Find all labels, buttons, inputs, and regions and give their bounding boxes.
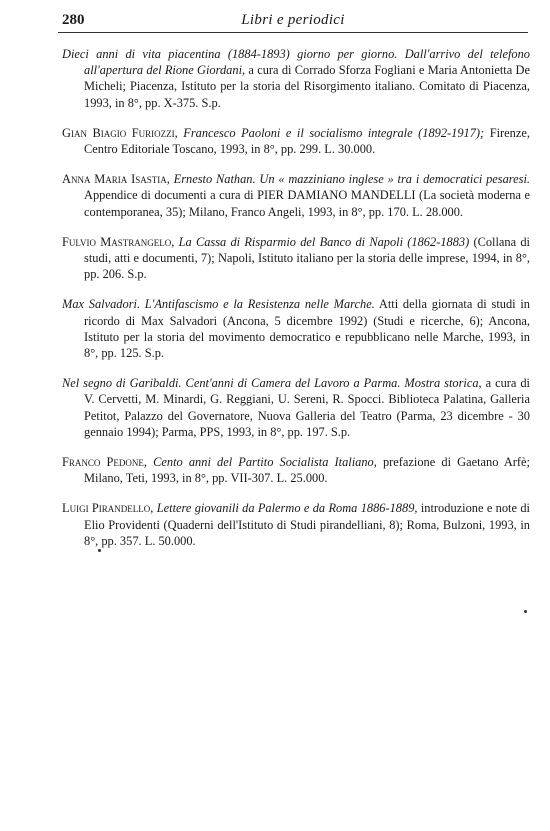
entry-title: La Cassa di Risparmio del Banco di Napoli (1862-1883): [174, 234, 470, 249]
bibliography-list: [62, 46, 530, 563]
page-number: 280: [62, 12, 85, 28]
bibliography-entry-7: [62, 454, 530, 486]
entry-title: Dieci anni di vita piacentina (1884-1893) giorno per giorno. Dall'arrivo del telefono all'apertura del Rione Giordani,: [62, 47, 530, 78]
entry-title: Cento anni del Partito Socialista Italiano,: [147, 455, 377, 470]
entry-author: Fulvio Mastrangelo,: [62, 234, 175, 249]
bibliography-entry-6: [62, 375, 530, 440]
scan-speck: [524, 610, 527, 613]
entry-title: Ernesto Nathan. Un « mazziniano inglese » tra i democratici pesaresi.: [169, 172, 531, 187]
entry-details: a cura di V. Cervetti, M. Minardi, G. Reggiani, U. Sereni, R. Spocci. Biblioteca Palatina, Galleria Petitot, Palazzo del Governatore, Nuova Galleria del Teatro (Parma, 23 dicembre - 30 gennaio 1994); Parma, PPS, 1993, in 8°, pp. 197. S.p.: [84, 376, 530, 439]
entry-author: Gian Biagio Furiozzi,: [62, 125, 178, 140]
entry-author: Anna Maria Isastia,: [62, 172, 170, 187]
bibliography-entry-8: [62, 500, 530, 549]
entry-details: a cura di Corrado Sforza Fogliani e Maria Antonietta De Micheli; Piacenza, Istituto per la storia del Risorgimento italiano. Comitato di Piacenza, 1993, in 8°, pp. X-375. S.p.: [84, 63, 530, 110]
entry-details: Firenze, Centro Editoriale Toscano, 1993, in 8°, pp. 299. L. 30.000.: [84, 125, 530, 157]
entry-details: introduzione e note di Elio Providenti (Quaderni dell'Istituto di Studi pirandelliani, 8); Roma, Bulzoni, 1993, in 8°, pp. 357. L. 50.000.: [84, 501, 530, 548]
page-header: [58, 10, 528, 32]
bibliography-entry-4: [62, 234, 530, 283]
bibliography-entry-3: [62, 171, 530, 220]
header-rule: [58, 32, 528, 33]
bibliography-entry-1: [62, 46, 530, 111]
entry-title: Francesco Paoloni e il socialismo integrale (1892-1917);: [177, 125, 485, 140]
entry-details: prefazione di Gaetano Arfè; Milano, Teti, 1993, in 8°, pp. VII-307. L. 25.000.: [84, 455, 530, 486]
bibliography-entry-5: [62, 296, 530, 361]
entry-author: Franco Pedone,: [62, 455, 148, 470]
entry-details: Appendice di documenti a cura di PIER DAMIANO MANDELLI (La società moderna e contemporanea, 35); Milano, Franco Angeli, 1993, in 8°, pp. 170. L. 28.000.: [84, 188, 530, 219]
scan-speck: [98, 549, 101, 552]
entry-title: Lettere giovanili da Palermo e da Roma 1886-1889,: [153, 501, 418, 516]
entry-title: Nel segno di Garibaldi. Cent'anni di Camera del Lavoro a Parma. Mostra storica,: [62, 376, 482, 391]
running-head: Libri e periodici: [241, 12, 345, 28]
bibliography-entry-2: [62, 125, 530, 157]
entry-details: Atti della giornata di studi in ricordo di Max Salvadori (Ancona, 5 dicembre 1992) (Studi e ricerche, 6); Ancona, Istituto per la storia del movimento democratico e repubblicano nelle Marche, 1993, in 8°, pp. 125. S.p.: [84, 297, 530, 361]
entry-author: Luigi Pirandello,: [62, 501, 154, 516]
entry-title: Max Salvadori. L'Antifascismo e la Resistenza nelle Marche.: [62, 297, 375, 312]
entry-details: (Collana di studi, atti e documenti, 7); Napoli, Istituto italiano per la storia delle imprese, 1994, in 8°, pp. 206. S.p.: [84, 234, 530, 282]
